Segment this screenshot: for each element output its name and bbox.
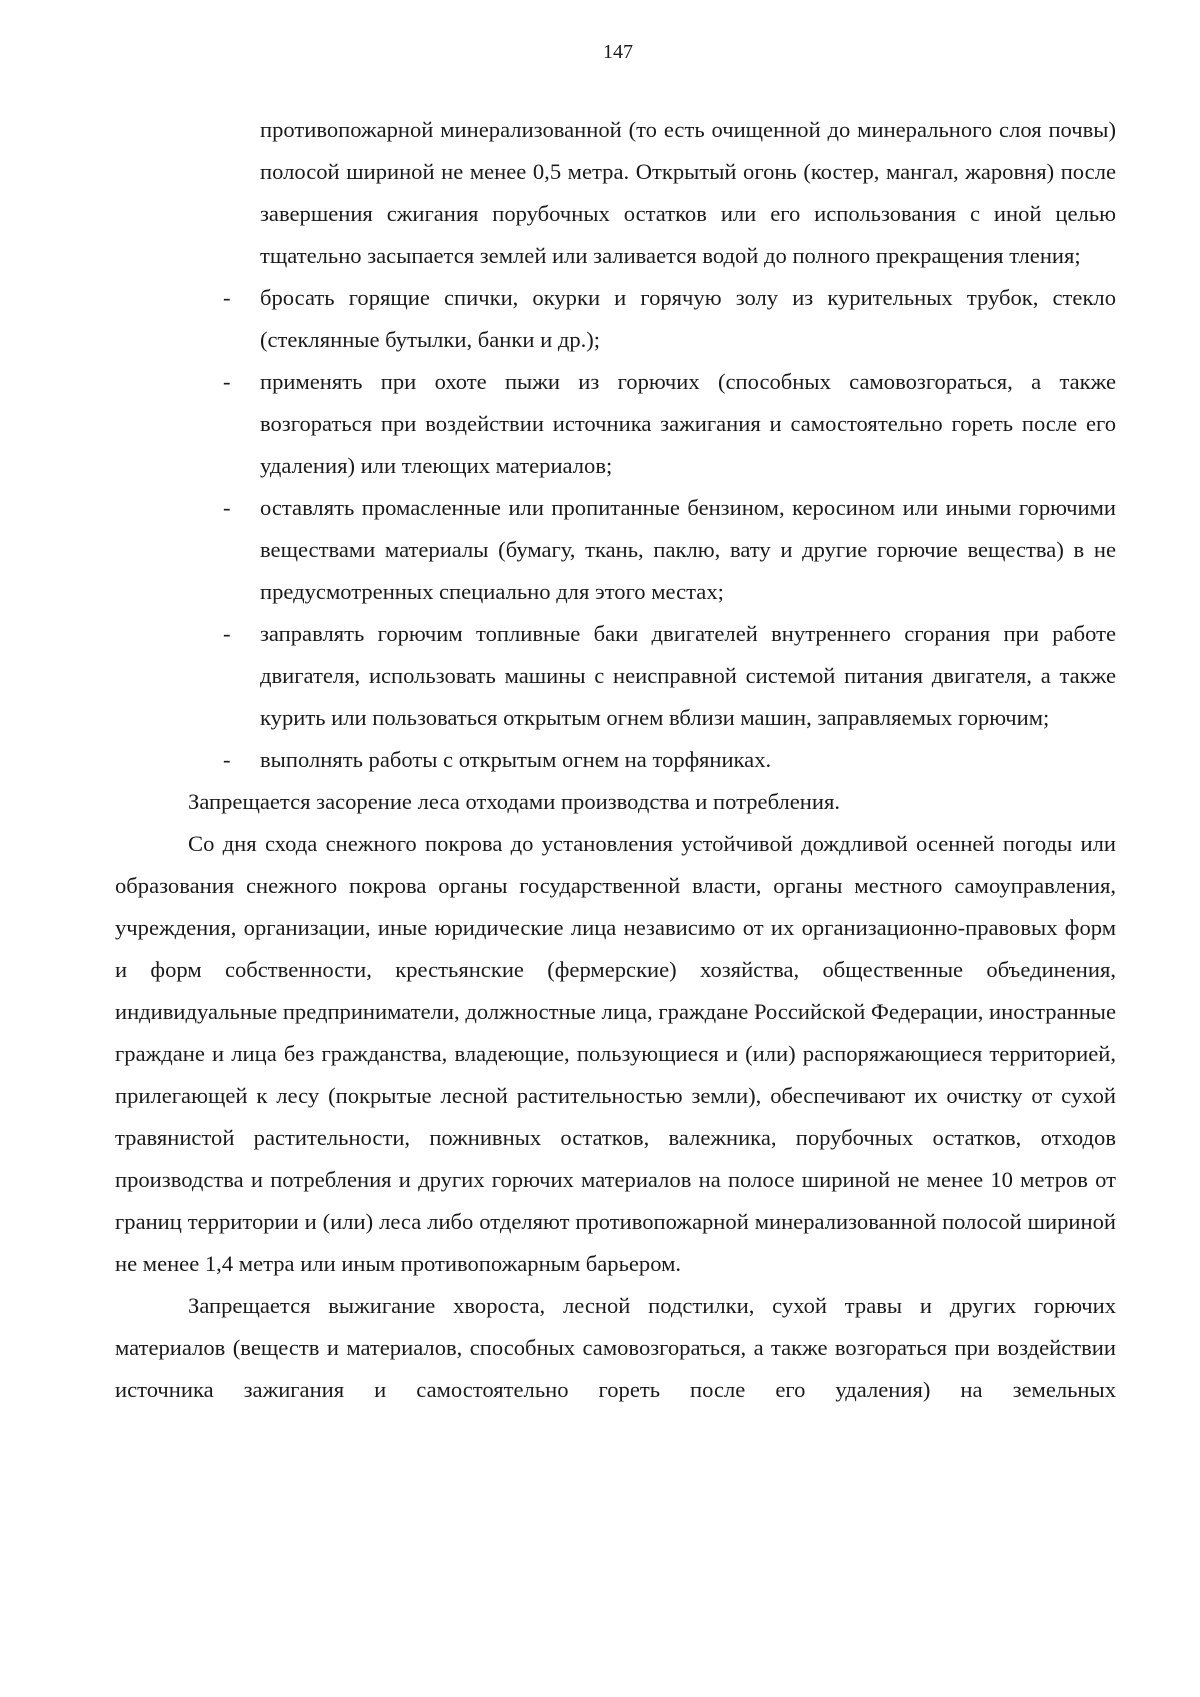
dash-bullet: - xyxy=(223,369,231,394)
list-item-text: бросать горящие спички, окурки и горячую золу из курительных трубок, стекло (стеклянные бутылки, банки и др.); xyxy=(260,285,1116,352)
paragraph: Запрещается засорение леса отходами производства и потребления. xyxy=(188,789,841,814)
list-item xyxy=(223,277,1116,361)
page-number: 147 xyxy=(603,41,633,63)
list-item xyxy=(223,613,1116,739)
dash-bullet: - xyxy=(223,621,231,646)
paragraph: Запрещается выжигание хвороста, лесной подстилки, сухой травы и других горючих материалов (веществ и материалов, способных самовозгораться, а также возгораться при воздействии источника зажигания и самостоятельно гореть после его удаления) на земельных xyxy=(115,1293,1116,1402)
paragraph: Со дня схода снежного покрова до установления устойчивой дождливой осенней погоды или образования снежного покрова органы государственной власти, органы местного самоуправления, учреждения, организации, иные юридические лица независимо от их организационно-правовых форм и форм собственности, крестьянские (фермерские) хозяйства, общественные объединения, индивидуальные предприниматели, должностные лица, граждане Российской Федерации, иностранные граждане и лица без гражданства, владеющие, пользующиеся и (или) распоряжающиеся территорией, прилегающей к лесу (покрытые лесной растительностью земли), обеспечивают их очистку от сухой травянистой растительности, пожнивных остатков, валежника, порубочных остатков, отходов производства и потребления и других горючих материалов на полосе шириной не менее 10 метров от границ территории и (или) леса либо отделяют противопожарной минерализованной полосой шириной не менее 1,4 метра или иным противопожарным барьером. xyxy=(115,831,1116,1276)
dash-bullet: - xyxy=(223,747,231,772)
list-item-text: оставлять промасленные или пропитанные бензином, керосином или иными горючими веществами материалы (бумагу, ткань, паклю, вату и другие горючие вещества) в не предусмотренных специально для этого местах; xyxy=(260,495,1116,604)
list-item xyxy=(223,487,1116,613)
list-item xyxy=(223,361,1116,487)
dash-bullet: - xyxy=(223,285,231,310)
list-item-text: заправлять горючим топливные баки двигателей внутреннего сгорания при работе двигателя, использовать машины с неисправной системой питания двигателя, а также курить или пользоваться открытым огнем вблизи машин, заправляемых горючим; xyxy=(260,621,1116,730)
page-body xyxy=(115,109,1116,1411)
prohibitions-list xyxy=(115,277,1116,781)
dash-bullet: - xyxy=(223,495,231,520)
list-item-text: выполнять работы с открытым огнем на торфяниках. xyxy=(260,747,772,772)
list-item xyxy=(223,739,1116,781)
list-item-text: применять при охоте пыжи из горючих (способных самовозгораться, а также возгораться при воздействии источника зажигания и самостоятельно гореть после его удаления) или тлеющих материалов; xyxy=(260,369,1116,478)
continued-paragraph: противопожарной минерализованной (то есть очищенной до минерального слоя почвы) полосой шириной не менее 0,5 метра. Открытый огонь (костер, мангал, жаровня) после завершения сжигания порубочных остатков или его использования с иной целью тщательно засыпается землей или заливается водой до полного прекращения тления; xyxy=(260,117,1116,268)
